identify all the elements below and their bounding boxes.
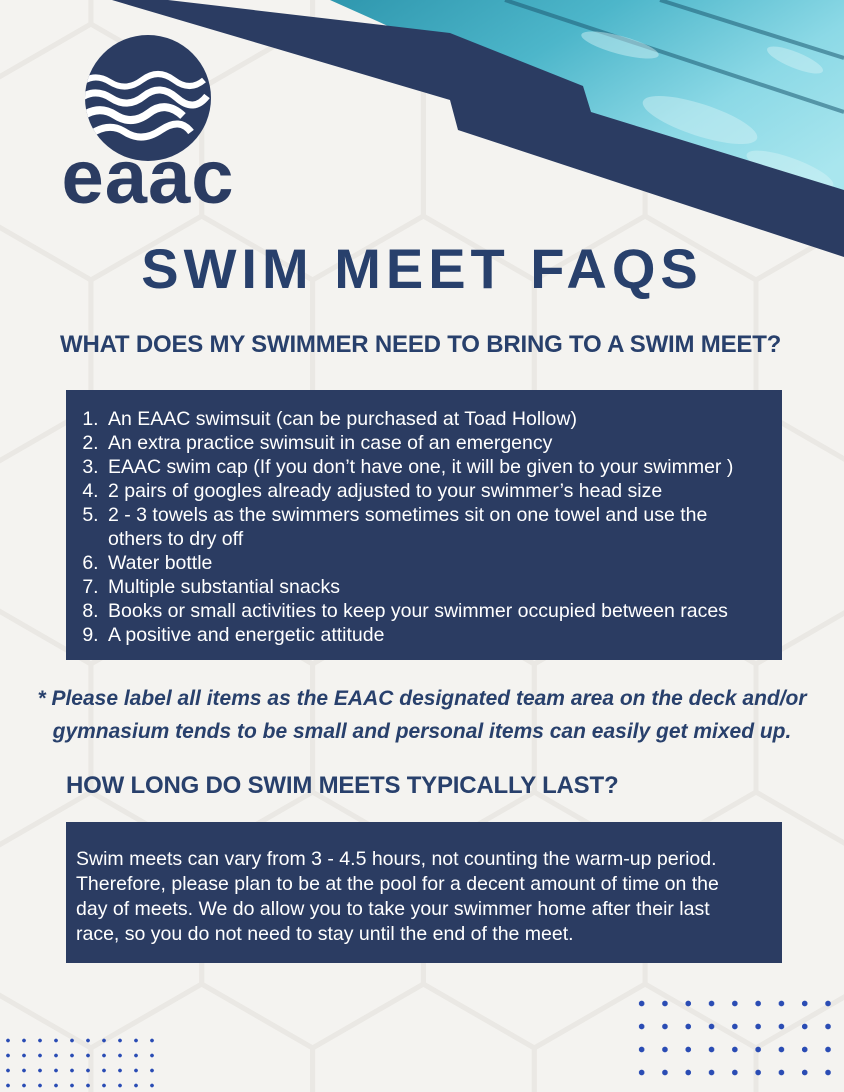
bring-list xyxy=(74,407,758,647)
list-item: 7. Multiple substantial snacks xyxy=(104,575,758,599)
list-item: 1. An EAAC swimsuit (can be purchased at Toad Hollow) xyxy=(104,407,758,431)
label-items-note: * Please label all items as the EAAC designated team area on the deck and/or gymnasium tends to be small and personal items can easily get mixed up. xyxy=(37,687,807,743)
eaac-logo xyxy=(40,26,260,216)
section-heading-duration: HOW LONG DO SWIM MEETS TYPICALLY LAST? xyxy=(66,772,619,799)
list-item: 9. A positive and energetic attitude xyxy=(104,623,758,647)
section-heading-bring: WHAT DOES MY SWIMMER NEED TO BRING TO A SWIM MEET? xyxy=(60,331,782,358)
bring-list-box xyxy=(66,390,782,660)
logo-text: eaac xyxy=(61,135,235,216)
page-title: SWIM MEET FAQS xyxy=(141,237,703,300)
list-item: 8. Books or small activities to keep your swimmer occupied between races xyxy=(104,599,758,623)
dot-grid-bottom-right xyxy=(630,992,840,1084)
list-item: 4. 2 pairs of googles already adjusted to your swimmer’s head size xyxy=(104,479,758,503)
list-item: 6. Water bottle xyxy=(104,551,758,575)
list-item: 3. EAAC swim cap (If you don’t have one, it will be given to your swimmer ) xyxy=(104,455,758,479)
dot-grid-bottom-left xyxy=(0,1033,160,1092)
duration-info-box xyxy=(66,822,782,963)
list-item: 2. An extra practice swimsuit in case of an emergency xyxy=(104,431,758,455)
duration-text: Swim meets can vary from 3 - 4.5 hours, not counting the warm-up period. Therefore, please plan to be at the pool for a decent amount of time on the day of meets. We do allow you to take your swimmer home after their last race, so you do not need to stay until the end of the meet. xyxy=(76,848,719,945)
list-item: 5. 2 - 3 towels as the swimmers sometimes sit on one towel and use the others to dry off xyxy=(104,503,758,551)
